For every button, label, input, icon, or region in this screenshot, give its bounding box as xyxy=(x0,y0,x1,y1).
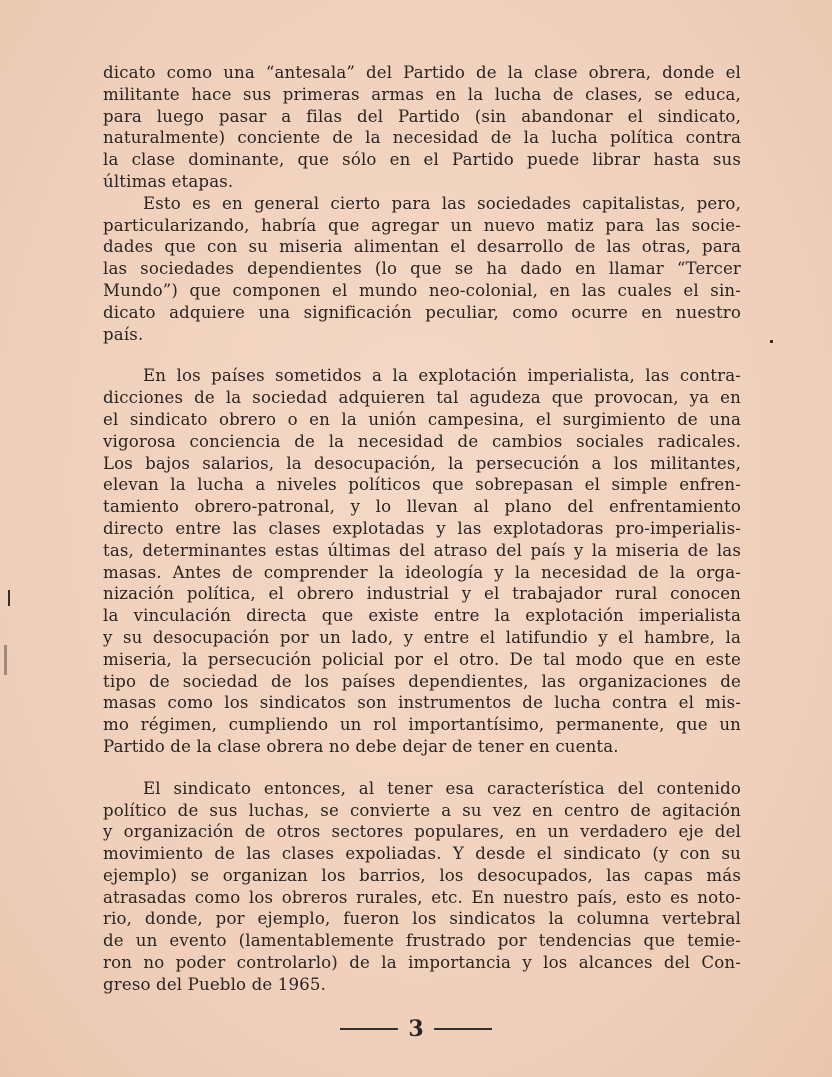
text-line: últimas etapas. xyxy=(103,171,234,191)
text-line: rio, donde, por ejemplo, fueron los sindicatos la columna vertebral xyxy=(103,909,741,929)
text-line: Los bajos salarios, la desocupación, la persecución a los militantes, xyxy=(103,453,741,473)
text-line: greso del Pueblo de 1965. xyxy=(103,974,327,994)
text-line: elevan la lucha a niveles políticos que sobrepasan el simple enfren- xyxy=(103,475,741,495)
text-line: país. xyxy=(103,324,144,344)
text-line: Mundo”) que componen el mundo neo-colonial, en las cuales el sin- xyxy=(103,280,741,300)
text-line: dades que con su miseria alimentan el desarrollo de las otras, para xyxy=(103,237,741,257)
text-line: atrasadas como los obreros rurales, etc. En nuestro país, esto es noto- xyxy=(103,887,741,907)
text-line: de un evento (lamentablemente frustrado por tendencias que temie- xyxy=(103,931,741,951)
body-text xyxy=(103,62,741,996)
footer-rule-right xyxy=(434,1028,492,1030)
page-number: 3 xyxy=(408,1016,424,1042)
text-line: tamiento obrero-patronal, y lo llevan al plano del enfrentamiento xyxy=(103,497,741,517)
text-line: dicato como una “antesala” del Partido de la clase obrera, donde el xyxy=(103,63,741,82)
text-line: Partido de la clase obrera no debe dejar de tener en cuenta. xyxy=(103,736,619,756)
text-line: ron no poder controlarlo) de la importancia y los alcances del Con- xyxy=(103,953,741,973)
paragraph-gap xyxy=(103,758,741,778)
text-line: ejemplo) se organizan los barrios, los desocupados, las capas más xyxy=(103,865,741,885)
text-line: el sindicato obrero o en la unión campesina, el surgimiento de una xyxy=(103,409,741,429)
text-line: las sociedades dependientes (lo que se ha dado en llamar “Tercer xyxy=(103,259,741,279)
text-line: mo régimen, cumpliendo un rol importantísimo, permanente, que un xyxy=(103,715,741,735)
text-line: tipo de sociedad de los países dependientes, las organizaciones de xyxy=(103,671,741,691)
page-footer xyxy=(0,1016,832,1042)
text-line: para luego pasar a filas del Partido (sin abandonar el sindicato, xyxy=(103,106,741,126)
text-line: Esto es en general cierto para las sociedades capitalistas, pero, xyxy=(143,193,741,213)
text-line: miseria, la persecución policial por el otro. De tal modo que en este xyxy=(103,649,741,669)
text-line: tas, determinantes estas últimas del atraso del país y la miseria de las xyxy=(103,540,741,560)
text-line: En los países sometidos a la explotación imperialista, las contra- xyxy=(143,366,741,386)
text-line: nización política, el obrero industrial y el trabajador rural conocen xyxy=(103,584,741,604)
footer-rule-left xyxy=(340,1028,398,1030)
paragraph xyxy=(103,365,741,757)
text-line: particularizando, habría que agregar un nuevo matiz para las socie- xyxy=(103,215,741,235)
text-line: vigorosa conciencia de la necesidad de cambios sociales radicales. xyxy=(103,431,741,451)
paragraph-gap xyxy=(103,345,741,365)
text-line: directo entre las clases explotadas y las explotadoras pro-imperialis- xyxy=(103,518,741,538)
text-line: El sindicato entonces, al tener esa característica del contenido xyxy=(143,778,741,798)
text-line: naturalmente) conciente de la necesidad de la lucha política contra xyxy=(103,128,741,148)
text-line: la vinculación directa que existe entre la explotación imperialista xyxy=(103,606,741,626)
margin-mark xyxy=(8,590,10,606)
text-line: y su desocupación por un lado, y entre el latifundio y el hambre, la xyxy=(103,627,741,647)
text-line: dicato adquiere una significación peculiar, como ocurre en nuestro xyxy=(103,302,741,322)
text-line: militante hace sus primeras armas en la lucha de clases, se educa, xyxy=(103,84,741,104)
text-line: movimiento de las clases expoliadas. Y desde el sindicato (y con su xyxy=(103,844,741,864)
paragraph xyxy=(103,193,741,346)
paragraph xyxy=(103,62,741,193)
paragraph xyxy=(103,778,741,996)
margin-mark xyxy=(4,645,7,675)
text-line: político de sus luchas, se convierte a su vez en centro de agitación xyxy=(103,800,741,820)
text-line: la clase dominante, que sólo en el Partido puede librar hasta sus xyxy=(103,150,741,170)
text-line: dicciones de la sociedad adquieren tal agudeza que provocan, ya en xyxy=(103,388,741,408)
margin-mark xyxy=(770,340,773,343)
text-line: y organización de otros sectores populares, en un verdadero eje del xyxy=(103,822,741,842)
text-line: masas. Antes de comprender la ideología y la necesidad de la orga- xyxy=(103,562,741,582)
text-line: masas como los sindicatos son instrumentos de lucha contra el mis- xyxy=(103,693,741,713)
